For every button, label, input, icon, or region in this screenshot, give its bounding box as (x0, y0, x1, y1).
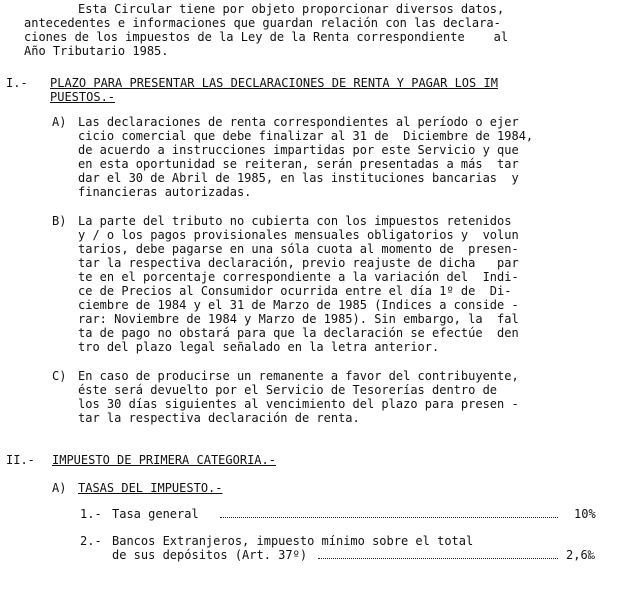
subsection-heading: TASAS DEL IMPUESTO.- (78, 481, 223, 495)
rate-value: 10% (574, 507, 596, 521)
paragraph-line: te en el porcentaje correspondiente a la variación del Indi- (78, 270, 519, 284)
paragraph-line: Las declaraciones de renta correspondientes al período o ejer (78, 115, 519, 129)
dot-leader (318, 558, 558, 559)
item-letter: C) (52, 369, 67, 383)
paragraph-line: los 30 días siguientes al vencimiento del plazo para presen - (78, 397, 519, 411)
paragraph-line: cicio comercial que debe finalizar al 31 de Diciembre de 1984, (78, 129, 534, 143)
rate-label: de sus depósitos (Art. 37º) (112, 548, 308, 562)
rate-label: Tasa general (112, 507, 199, 521)
intro-line: antecedentes e informaciones que guardan relación con las declara- (24, 16, 501, 30)
paragraph-line: ta de pago no obstará para que la declaración se efectúe den (78, 326, 519, 340)
intro-line: ciones de los impuestos de la Ley de la Renta correspondiente al (24, 30, 509, 44)
paragraph-line: dar el 30 de Abril de 1985, en las instituciones bancarias y (78, 171, 519, 185)
paragraph-line: tarios, debe pagarse en una sóla cuota al momento de presen- (78, 242, 519, 256)
item-letter: B) (52, 214, 67, 228)
item-letter: A) (52, 115, 67, 129)
rate-number: 2.- (80, 534, 102, 548)
paragraph-line: y / o los pagos provisionales mensuales obligatorios y volun (78, 228, 519, 242)
paragraph-line: tar la respectiva declaración de renta. (78, 411, 360, 425)
paragraph-line: de acuerdo a instrucciones impartidas por este Servicio y que (78, 143, 519, 157)
paragraph-line: financieras autorizadas. (78, 185, 252, 199)
rate-label: Bancos Extranjeros, impuesto mínimo sobre el total (112, 534, 474, 548)
rate-number: 1.- (80, 507, 102, 521)
section-heading: PLAZO PARA PRESENTAR LAS DECLARACIONES DE RENTA Y PAGAR LOS IM (50, 76, 498, 90)
paragraph-line: tro del plazo legal señalado en la letra anterior. (78, 340, 440, 354)
paragraph-line: rar: Noviembre de 1984 y Marzo de 1985). Sin embargo, la fal (78, 312, 519, 326)
paragraph-line: En caso de producirse un remanente a favor del contribuyente, (78, 369, 519, 383)
section-heading: PUESTOS.- (50, 90, 116, 104)
paragraph-line: ce de Precios al Consumidor ocurrida entre el día 1º de Di- (78, 284, 512, 298)
paragraph-line: La parte del tributo no cubierta con los impuestos retenidos (78, 214, 512, 228)
intro-line: Año Tributario 1985. (24, 44, 169, 58)
section-heading: IMPUESTO DE PRIMERA CATEGORIA.- (52, 453, 276, 467)
paragraph-line: tar la respectiva declaración, previo reajuste de dicha par (78, 256, 519, 270)
paragraph-line: en esta oportunidad se reiteran, serán presentadas a más tar (78, 157, 519, 171)
subsection-letter: A) (52, 481, 67, 495)
paragraph-line: éste será devuelto por el Servicio de Tesorerías dentro de (78, 383, 498, 397)
section-number: II.- (6, 453, 35, 467)
paragraph-line: ciembre de 1984 y el 31 de Marzo de 1985 (Indices a conside - (78, 298, 519, 312)
rate-value: 2,6‰ (566, 548, 595, 562)
intro-line: Esta Circular tiene por objeto proporcionar diversos datos, (78, 2, 505, 16)
section-number: I.- (6, 76, 28, 90)
dot-leader (220, 517, 558, 518)
